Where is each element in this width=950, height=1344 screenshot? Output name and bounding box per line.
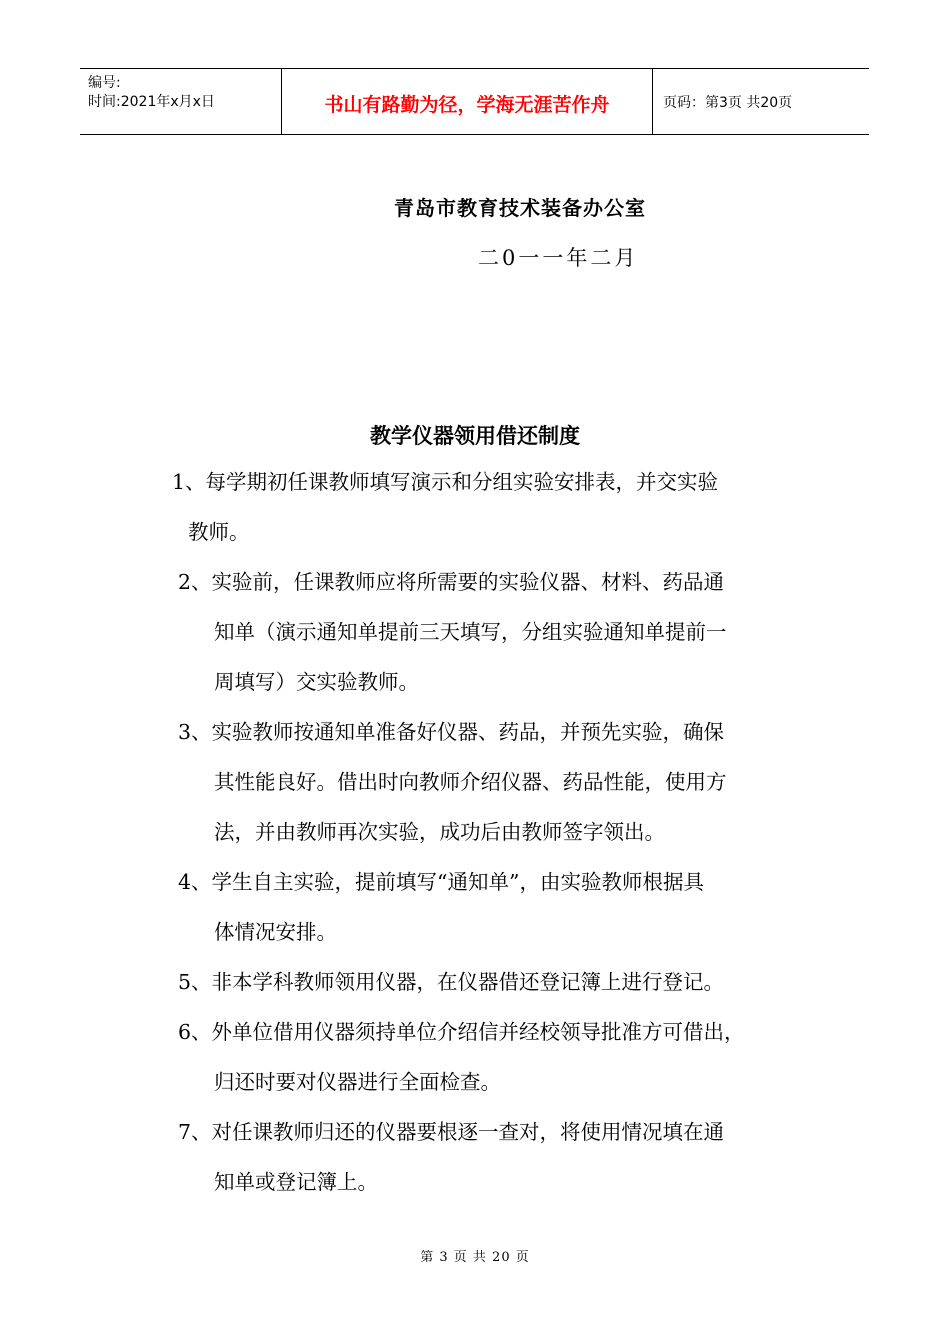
issue-date: 二0一一年二月 <box>478 246 639 270</box>
rule-item-line: 3、实验教师按通知单准备好仪器、药品，并预先实验，确保 <box>178 720 725 744</box>
page-header <box>80 68 869 135</box>
rule-continuation-line: 教师。 <box>188 520 250 544</box>
rule-item-line: 4、学生自主实验，提前填写“通知单”，由实验教师根据具 <box>178 870 705 894</box>
header-meta-cell <box>80 69 282 134</box>
rule-item-line: 6、外单位借用仪器须持单位介绍信并经校领导批准方可借出， <box>178 1020 745 1044</box>
rule-item-line: 5、非本学科教师领用仪器，在仪器借还登记簿上进行登记。 <box>178 970 725 994</box>
page-footer: 第 3 页 共 20 页 <box>420 1250 530 1265</box>
number-label: 编号: <box>88 75 121 91</box>
rule-continuation-line: 其性能良好。借出时向教师介绍仪器、药品性能，使用方 <box>214 770 727 794</box>
rule-continuation-line: 归还时要对仪器进行全面检查。 <box>214 1070 501 1094</box>
rule-item-line: 7、对任课教师归还的仪器要根逐一查对，将使用情况填在通 <box>178 1120 725 1144</box>
rule-continuation-line: 周填写）交实验教师。 <box>214 670 419 694</box>
rule-item-line: 1、每学期初任课教师填写演示和分组实验安排表，并交实验 <box>172 470 719 494</box>
document-title: 教学仪器领用借还制度 <box>370 424 580 448</box>
rule-continuation-line: 法，并由教师再次实验，成功后由教师签字领出。 <box>214 820 665 844</box>
rule-continuation-line: 体情况安排。 <box>214 920 337 944</box>
organization-name: 青岛市教育技术装备办公室 <box>394 196 646 220</box>
time-label: 时间:2021年x月x日 <box>88 94 215 110</box>
rule-item-line: 2、实验前，任课教师应将所需要的实验仪器、材料、药品通 <box>178 570 725 594</box>
header-page-cell <box>653 69 869 134</box>
header-motto-cell <box>282 69 653 134</box>
motto-text: 书山有路勤为径，学海无涯苦作舟 <box>324 94 610 116</box>
rule-continuation-line: 知单或登记簿上。 <box>214 1170 378 1194</box>
rule-continuation-line: 知单（演示通知单提前三天填写，分组实验通知单提前一 <box>214 620 727 644</box>
header-page-info: 页码：第3页 共20页 <box>663 94 793 111</box>
